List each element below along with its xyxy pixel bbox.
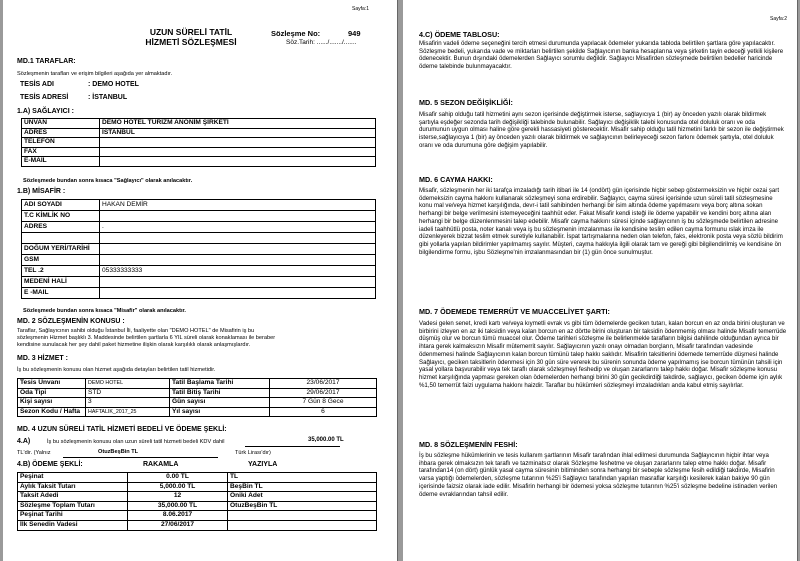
provider-field-label: UNVAN [22, 119, 100, 129]
page-number: Sayfa:2 [770, 16, 787, 22]
payment-table [17, 472, 377, 531]
service-label: Tatil Bitiş Tarihi [170, 388, 270, 398]
col-rakamla: RAKAMLA [143, 461, 179, 468]
provider-field-value [100, 138, 376, 148]
md4a-yazi-suffix: Türk Lirası'dır) [235, 450, 271, 456]
table-row [22, 211, 376, 222]
page-1 [3, 0, 398, 561]
table-row [22, 119, 376, 129]
md2-title: MD. 2 SÖZLEŞMENİN KONUSU : [17, 318, 125, 325]
md5-title: MD. 5 SEZON DEĞİŞİKLİĞİ: [419, 98, 513, 107]
payment-rakam: 8.06.2017 [128, 511, 228, 521]
guest-field-label: GSM [22, 255, 100, 266]
guest-field-label: DOĞUM YERİ/TARİHİ [22, 244, 100, 255]
payment-label: Peşinat [18, 473, 128, 483]
guest-field-label: ADRES [22, 222, 100, 233]
guest-field-value [100, 255, 376, 266]
facility-address: : İSTANBUL [88, 94, 128, 101]
service-value: 6 [270, 407, 377, 417]
guest-field-value: 05333333333 [100, 266, 376, 277]
md4a-label: 4.A) [17, 438, 31, 445]
payment-rakam: 35,000.00 TL [128, 501, 228, 511]
service-table [17, 378, 377, 417]
contract-title [131, 27, 251, 47]
md2-line-1: Taraflar, Sağlayıcının sahibi olduğu İstanbul İli, faaliyette olan "DEMO HOTEL" de Misafirin iş bu [17, 328, 255, 334]
guest-field-value: HAKAN DEMİR [100, 200, 376, 211]
md3-text: İş bu sözleşmenin konusu olan hizmet aşağıda detayları belirtilen tatil hizmetidir. [17, 367, 216, 373]
guest-field-label [22, 233, 100, 244]
provider-field-label: E-MAIL [22, 157, 100, 167]
provider-field-label: TELEFON [22, 138, 100, 148]
md3-title: MD. 3 HİZMET : [17, 355, 68, 362]
table-row [22, 255, 376, 266]
page-2 [403, 0, 798, 561]
guest-field-value: . [100, 222, 376, 233]
provider-field-label: ADRES [22, 128, 100, 138]
provider-title: 1.A) SAĞLAYICI : [17, 108, 74, 115]
provider-field-value: DEMO HOTEL TURİZM ANONİM ŞİRKETİ [100, 119, 376, 129]
table-row [22, 200, 376, 211]
payment-label: İlk Senedin Vadesi [18, 520, 128, 530]
md5-text: Misafir sahip olduğu tatil hizmetini aynı sezon içerisinde değiştirmek isterse, sağlayıcıya 1 (bir) ay önceden yazılı olarak bildirmek şartıyla eşdeğer sezonda tarih değişikliği talebinde bulunabilir. Sağlayıcı değişiklik talebi konusunda otel doluluk oranı ve oda durumunun uygun olması haline göre gerekli hassasiyeti gösterecektir. Misafir sahip olduğu tatil hizmetini farklı bir sezon ile değiştirmek isterse,sağlayıcıya 1 (bir) ay önceden yazılı olarak bildirmek ve sağlayıcının belirleyeceği sezon farkını ödemek şartıyla, otel doluluk oranı ve oda durumuna göre değişim yapılabilir. [419, 111, 784, 149]
payment-yazi: BeşBin TL [228, 482, 377, 492]
guest-table [21, 199, 376, 299]
service-value: HAFTALIK_2017_25 [86, 407, 170, 417]
table-row [18, 407, 377, 417]
md4a-yazi-line [63, 457, 218, 458]
provider-note: Sözleşmede bundan sonra kısaca "Sağlayıcı" olarak anılacaktır. [23, 178, 193, 184]
contract-no-label: Sözleşme No: [271, 29, 321, 38]
guest-field-label: MEDENİ HALİ [22, 277, 100, 288]
table-row [18, 473, 377, 483]
s4c-title: 4.C) ÖDEME TABLOSU: [419, 30, 500, 39]
guest-note: Sözleşmede bundan sonra kısaca "Misafir" olarak anılacaktır. [23, 308, 186, 314]
md6-title: MD. 6 CAYMA HAKKI: [419, 175, 493, 184]
title-line-1: UZUN SÜRELİ TATİL [149, 27, 233, 37]
md4-title: MD. 4 UZUN SÜRELİ TATİL HİZMETİ BEDELİ VE ÖDEME ŞEKLİ: [17, 426, 227, 433]
table-row [22, 147, 376, 157]
payment-yazi [228, 511, 377, 521]
guest-field-value [100, 277, 376, 288]
guest-field-value [100, 211, 376, 222]
table-row [22, 277, 376, 288]
service-value: 29/06/2017 [270, 388, 377, 398]
table-row [22, 138, 376, 148]
table-row [22, 233, 376, 244]
payment-label: Peşinat Tarihi [18, 511, 128, 521]
guest-field-value [100, 244, 376, 255]
md7-text: Vadesi gelen senet, kredi kartı ve/veya kıymetli evrak vs gibi tüm ödemelerde geciken tutarı, kalan borcun en az onda birini oluşturan ve birbirini izleyen en az iki taksidin veya kalan borcun en az dörtte birini oluşturan bir taksidin ödenmemiş olması halinde Misafir temerrüde düşmüş olur ve borcun tümü muaccel olur. Ödeme tarihleri sözleşme ile belirlenmekle tarafların bilgisi dahilinde olduğundan ayrıca bir ihtara gerek kalmaksızın Misafir mütemerrit sayılır. Sağlayıcının yazılı onayı olmadan borçların, Misafir tarafından vadesinde ödenmemesi halinde Sağlayıcının kalan borcun tümünü talep hakkı saklıdır. Misafirin taksitlerini ödemede temerrüde düşmesi halinde Sağlayıcı, geciken taksitlerin ödenmesi için 30 gün süre vererek bu sürenin sonunda ödeme yapılmamış ise borcun tümünün tahsili için yasal yollara başvurabilir veya tek taraflı olarak sözleşmeyi feshedip ve oluşan zararlarını talep hakkı doğar. Misafir sözleşme konusu hizmet karşılığında yapması gereken olan ödemelerden herhangi birini 30 gün gecikdirdiği takdirde, sağlayıcı, geciken ödeme için aylık %1,50 temerrüt faizi uygulama hakkını haizdir. Taraflar bu hükümleri sözleşmeyi imzaladıkları anda kabul etmiş sayılırlar. [419, 320, 787, 389]
table-row [18, 501, 377, 511]
service-value: 3 [86, 398, 170, 408]
guest-field-label: TEL .2 [22, 266, 100, 277]
contract-date: Söz.Tarih: ....../......./....... [286, 39, 357, 46]
provider-table [21, 118, 376, 167]
md8-text: İş bu sözleşme hükümlerinin ve tesis kullanım şartlarının Misafir tarafından ihlal edilmesi durumunda Sağlayıcının hiçbir ihtar veya ihbara gerek olmaksızın tek taraflı ve tazminatsız olarak Sözleşme feshetme ve oluşan zararlarını talep etme hakkı doğar. Misafir tarafından14 (on dört) günlük yasal cayma süresinin bitiminden sonra herhangi bir sebeple sözleşme fesih edildiği takdirde, Misafirin varsa yaptığı ödemelerden, sözleşme tutarının %25'i Sağlayıcı tarafından yapılan masraflar karşılığı kesilerek kalan bakiye 90 gün içerisinde faizsiz olarak iade edilir. Misafirin herhangi bir ödemesi yoksa sözleşme tutarının %25'i sözleşme bedeline istinaden verilen ödeme evraklarından tahsil edilir. [419, 452, 778, 498]
service-label: Kişi sayısı [18, 398, 86, 408]
guest-field-label: E -MAIL [22, 288, 100, 299]
payment-rakam: 27/06/2017 [128, 520, 228, 530]
md4a-text: İş bu sözleşmenin konusu olan uzun süreli tatil hizmeti bedeli KDV dahil [47, 439, 225, 445]
table-row [18, 511, 377, 521]
service-label: Tatil Başlama Tarihi [170, 379, 270, 389]
payment-yazi [228, 520, 377, 530]
table-row [22, 128, 376, 138]
table-row [18, 379, 377, 389]
guest-field-label: T.C KİMLİK NO [22, 211, 100, 222]
table-row [22, 157, 376, 167]
md4b-title: 4.B) ÖDEME ŞEKLİ: [17, 461, 83, 468]
service-value: STD [86, 388, 170, 398]
md7-title: MD. 7 ÖDEMEDE TEMERRÜT VE MUACCELİYET ŞARTI: [419, 307, 610, 316]
guest-title: 1.B) MİSAFİR : [17, 188, 66, 195]
guest-field-label: ADI SOYADI [22, 200, 100, 211]
md8-title: MD. 8 SÖZLEŞMENİN FESHİ: [419, 440, 518, 449]
facility-address-label: TESİS ADRESİ [20, 94, 69, 101]
table-row [18, 398, 377, 408]
payment-label: Sözleşme Toplam Tutarı [18, 501, 128, 511]
service-value: 23/06/2017 [270, 379, 377, 389]
md1-title: MD.1 TARAFLAR: [17, 58, 76, 65]
provider-field-label: FAX [22, 147, 100, 157]
md1-text: Sözleşmenin tarafları ve erişim bilgileri aşağıda yer almaktadır. [17, 71, 173, 77]
guest-field-value [100, 233, 376, 244]
table-row [22, 288, 376, 299]
col-yaziyla: YAZIYLA [248, 461, 278, 468]
md4a-yazi-prefix: TL'dir. (Yalnız [17, 450, 51, 456]
payment-rakam: 5,000.00 TL [128, 482, 228, 492]
table-row [22, 266, 376, 277]
service-label: Gün sayısı [170, 398, 270, 408]
service-value: 7 Gün 8 Gece [270, 398, 377, 408]
table-row [22, 222, 376, 233]
md2-line-2: sözleşmenin Hizmet başlıklı 3. Maddesinde belirtilen şartlarla 6 YIL süreli olarak konaklaması ile beraber [17, 335, 276, 341]
s4c-text: Misafirin vadeli ödeme seçeneğini tercih etmesi durumunda yapılacak ödemeler yukarıda tabloda belirtilen şartlara göre yapılacaktır. Sözleşme bedeli, yukarıda vade ve miktarları belirtilen şekilde Sağlayıcının banka hesaplarına veya şirketin tayin edeceği yetkili kişilere ödenecektir. Bunun dışındaki ödemelerden Sağlayıcı sorumlu değildir. Sağlayıcı Misafirden sözleşmede belirtilen bedeller haricinde ödeme talebinde bulunmayacaktır. [419, 40, 784, 71]
service-value: DEMO HOTEL [86, 379, 170, 389]
md2-line-3: kendisine sunulacak her şey dahil paket hizmetine ilişkin olarak karşılıklı olarak anlaşmışlardır. [17, 342, 251, 348]
provider-field-value: İSTANBUL [100, 128, 376, 138]
table-row [18, 388, 377, 398]
service-label: Yıl sayısı [170, 407, 270, 417]
facility-name: : DEMO HOTEL [88, 81, 139, 88]
payment-label: Taksit Adedi [18, 492, 128, 502]
service-label: Sezon Kodu / Hafta [18, 407, 86, 417]
provider-field-value [100, 157, 376, 167]
md4a-amount: 35,000.00 TL [308, 437, 344, 443]
md6-text: Misafir, sözleşmenin her iki tarafça imzaladığı tarih itibari ile 14 (ondört) gün içerisinde hiçbir sebep göstermeksizin ve hiçbir cezai şart ödemeksizin cayma hakkını kullanarak sözleşmeyi sona erdirebilir. Sağlayıcı, cayma süresi içerisinde uzun süreli tatil sözleşmesine konu mal ve/veya hizmet karşılığında, devr-i tatil sahibinden herhangi bir isim altında ödeme yapılmasını veya borç altına sokan herhangi bir belge verilmesini istemeyeceğini taahhüt eder. Fakat Misafir kendi isteği ile ödeme yapabilir ve kendini borç altına alan herhangi bir belge düzenlenmesini talep edebilir. Misafir cayma hakkını süresi içinde sağlayıcının iş bu sözleşmede belirtilen adresine iadeli taahhütlü posta, noter kanalı veya iş bu sözleşmenin imzalanması ile kendisine teslim edilen cayma formunu ıslak imza ile düzenleyerek bizzat teslim etmek suretiyle kullanabilir. İspat tartışmalarına neden olan telefon, faks, elektronik posta veya sözlü bildirim gibi yollarla yapılan bildirimler yapılmamış sayılır. Müşteri, cayma hakkıyla ilgili olarak tam ve gereği gibi bilgilendirilmiş ve kendisine ön bilgilendirme formu, işbu Sözleşme'nin imzalanmasından bir (1) gün önce sunulmuştur. [419, 187, 783, 256]
table-row [18, 492, 377, 502]
table-row [22, 244, 376, 255]
md4a-amount-line [245, 446, 340, 447]
payment-rakam: 0.00 TL [128, 473, 228, 483]
payment-yazi: Oniki Adet [228, 492, 377, 502]
table-row [18, 482, 377, 492]
payment-label: Aylık Taksit Tutarı [18, 482, 128, 492]
provider-field-value [100, 147, 376, 157]
payment-yazi: TL [228, 473, 377, 483]
service-label: Tesis Unvanı [18, 379, 86, 389]
md4a-yazi: OtuzBeşBin TL [98, 449, 139, 455]
page-number: Sayfa:1 [352, 6, 369, 12]
payment-yazi: OtuzBeşBin TL [228, 501, 377, 511]
service-label: Oda Tipi [18, 388, 86, 398]
contract-no: 949 [348, 29, 361, 38]
payment-rakam: 12 [128, 492, 228, 502]
title-line-2: HİZMETİ SÖZLEŞMESİ [145, 37, 237, 47]
guest-field-value [100, 288, 376, 299]
facility-name-label: TESİS ADI [20, 81, 54, 88]
table-row [18, 520, 377, 530]
